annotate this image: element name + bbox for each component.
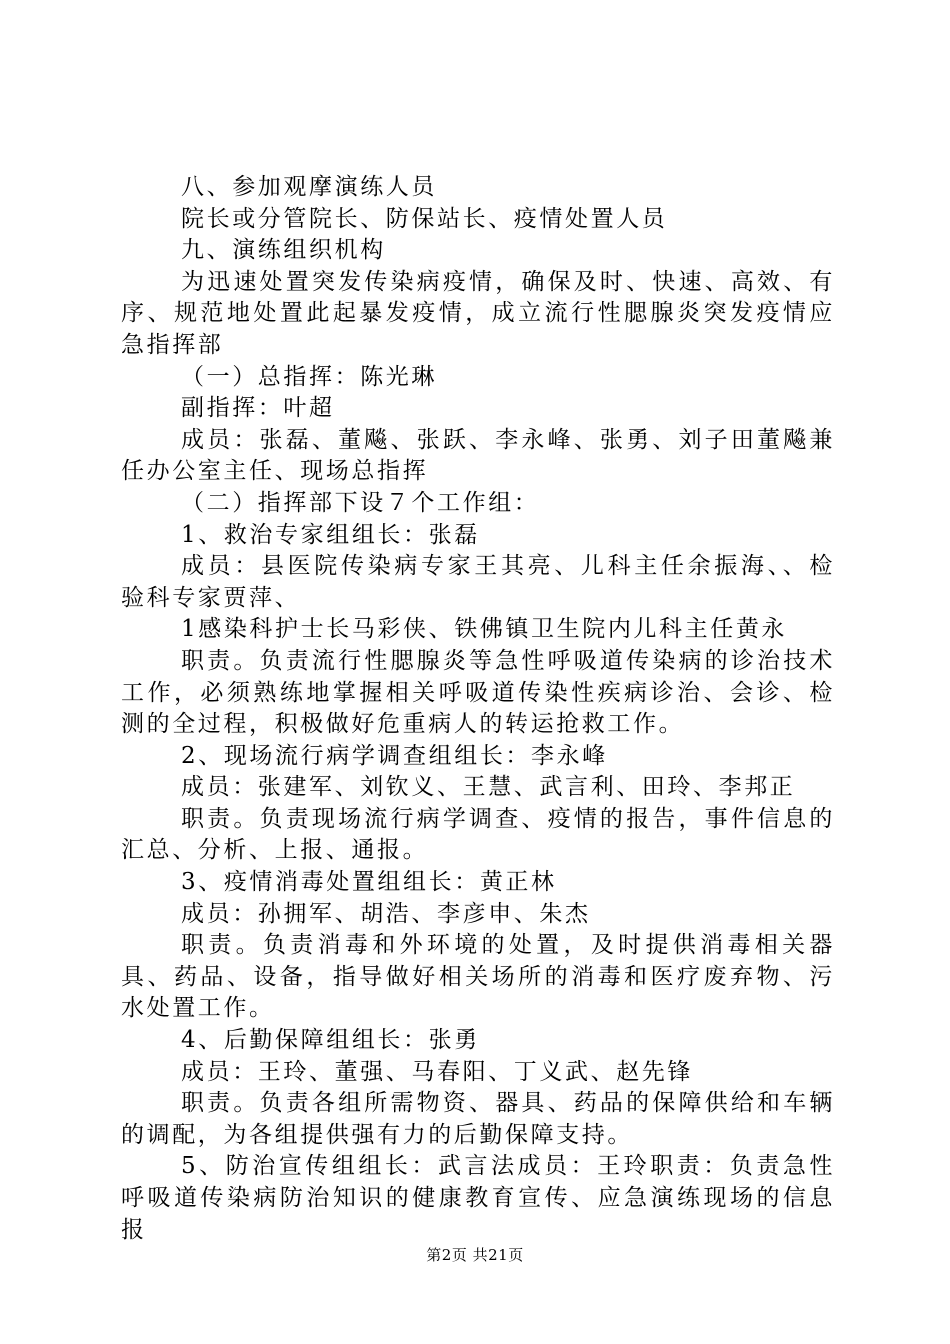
- document-body: [121, 172, 835, 1246]
- paragraph: 职责。负责流行性腮腺炎等急性呼吸道传染病的诊治技术工作，必须熟练地掌握相关呼吸道传染性疾病诊治、会诊、检测的全过程，积极做好危重病人的转运抢救工作。: [121, 647, 835, 738]
- paragraph: 1感染科护士长马彩侠、铁佛镇卫生院内儿科主任黄永: [181, 616, 788, 643]
- paragraph: 职责。负责消毒和外环境的处置，及时提供消毒相关器具、药品、设备，指导做好相关场所的消毒和医疗废弃物、污水处置工作。: [121, 932, 835, 1022]
- paragraph: 成员：张建军、刘钦义、王慧、武言利、田玲、李邦正: [181, 774, 796, 801]
- paragraph: 八、参加观摩演练人员: [181, 174, 437, 200]
- paragraph: 3、疫情消毒处置组组长：黄正林: [181, 869, 557, 896]
- paragraph: 职责。负责各组所需物资、器具、药品的保障供给和车辆的调配，为各组提供强有力的后勤保障支持。: [121, 1090, 835, 1148]
- paragraph: 副指挥：叶超: [181, 395, 335, 422]
- paragraph: 成员：孙拥军、胡浩、李彦申、朱杰: [181, 900, 591, 927]
- paragraph: 2、现场流行病学调查组组长：李永峰: [181, 742, 608, 769]
- paragraph: （一）总指挥：陈光琳: [181, 363, 437, 390]
- paragraph: 九、演练组织机构: [181, 237, 386, 264]
- paragraph: 成员：县医院传染病专家王其亮、儿科主任余振海、、检验科专家贾萍、: [121, 553, 835, 611]
- paragraph: 4、后勤保障组组长：张勇: [181, 1027, 480, 1054]
- paragraph: 5、防治宣传组组长：武言法成员：王玲职责：负责急性呼吸道传染病防治知识的健康教育宣传、应急演练现场的信息报: [121, 1153, 835, 1243]
- paragraph: 1、救治专家组组长：张磊: [181, 521, 480, 548]
- paragraph: 职责。负责现场流行病学调查、疫情的报告，事件信息的汇总、分析、上报、通报。: [121, 805, 835, 864]
- paragraph: 为迅速处置突发传染病疫情，确保及时、快速、高效、有序、规范地处置此起暴发疫情，成立流行性腮腺炎突发疫情应急指挥部: [121, 268, 835, 358]
- paragraph: 成员：王玲、董强、马春阳、丁义武、赵先锋: [181, 1058, 693, 1085]
- paragraph: 成员：张磊、董飚、张跃、李永峰、张勇、刘子田董飚兼任办公室主任、现场总指挥: [121, 426, 835, 485]
- paragraph: 院长或分管院长、防保站长、疫情处置人员: [181, 205, 668, 232]
- paragraph: （二）指挥部下设７个工作组：: [181, 489, 540, 516]
- page-footer: 第2页 共21页: [426, 1246, 524, 1264]
